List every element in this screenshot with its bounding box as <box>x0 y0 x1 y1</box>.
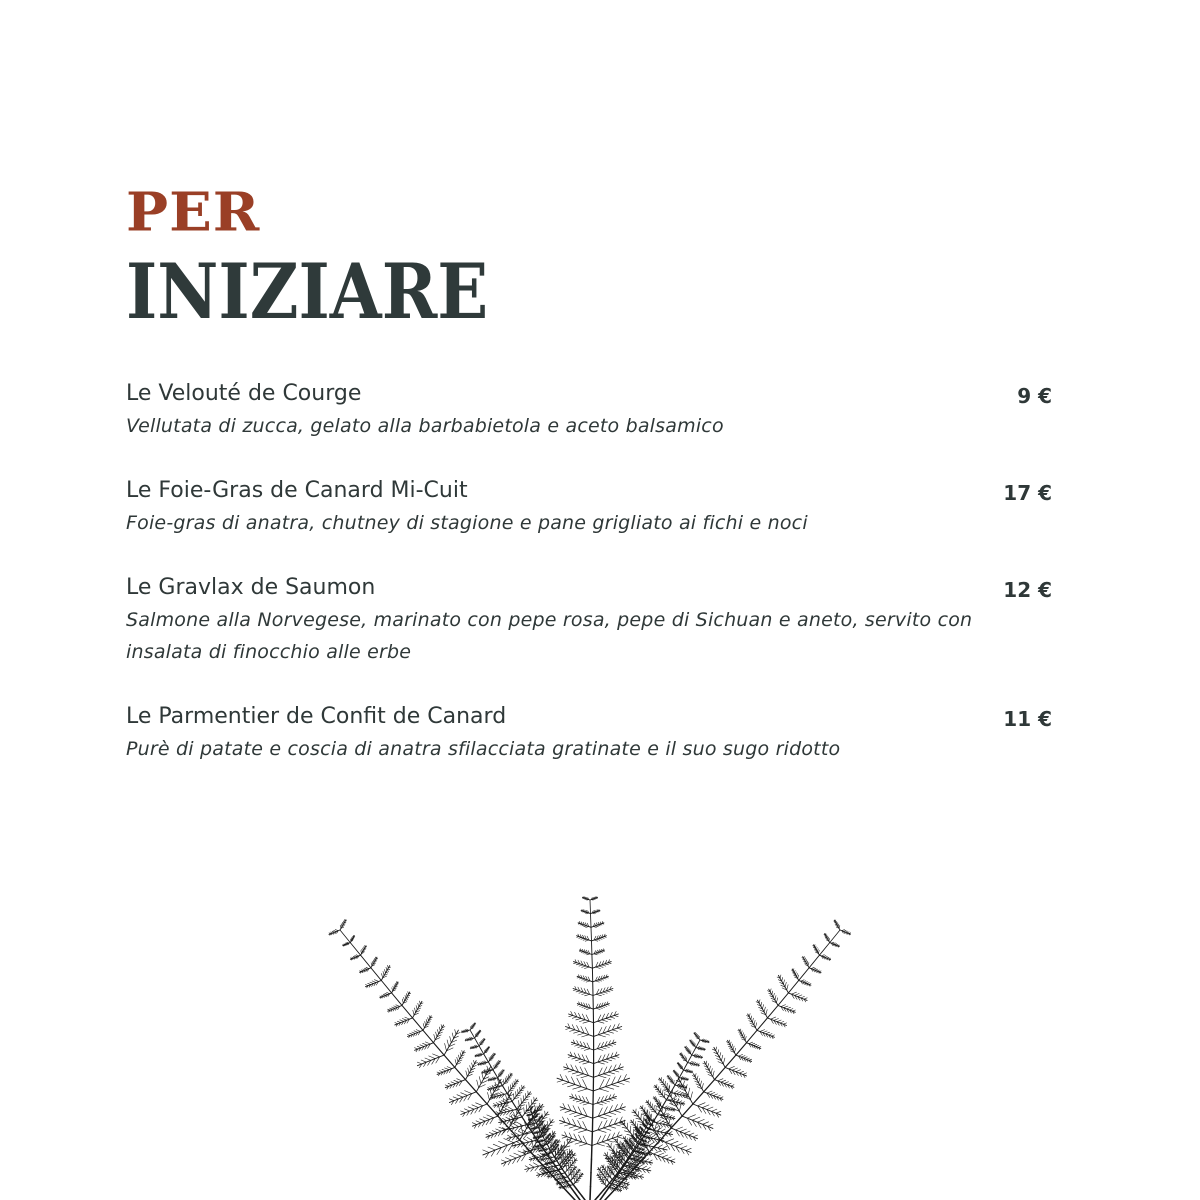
section-heading <box>126 181 538 336</box>
menu-item-description: Salmone alla Norvegese, marinato con pepe rosa, pepe di Sichuan e aneto, servito con insalata di finocchio alle erbe <box>126 609 973 663</box>
menu-item-price: 9 € <box>1017 384 1052 408</box>
menu-item-price: 17 € <box>1003 481 1052 505</box>
menu-item <box>126 701 1052 765</box>
menu-item-description: Foie-gras di anatra, chutney di stagione e pane grigliato ai fichi e noci <box>126 512 808 534</box>
menu-item <box>126 475 1052 539</box>
menu-item-description: Vellutata di zucca, gelato alla barbabietola e aceto balsamico <box>126 415 724 437</box>
menu-item-description: Purè di patate e coscia di anatra sfilacciata gratinate e il suo sugo ridotto <box>126 738 841 760</box>
menu-item-title: Le Parmentier de Confit de Canard <box>126 704 507 729</box>
fern-plant-illustration <box>300 890 870 1200</box>
menu-item <box>126 572 1052 668</box>
menu-item-title: Le Gravlax de Saumon <box>126 575 376 600</box>
heading-line-iniziare: INIZIARE <box>126 247 489 336</box>
menu-item-title: Le Foie-Gras de Canard Mi-Cuit <box>126 478 468 503</box>
menu-item-price: 12 € <box>1003 578 1052 602</box>
heading-line-per: PER <box>126 181 261 244</box>
menu-items-list <box>126 378 1052 798</box>
menu-item-price: 11 € <box>1003 707 1052 731</box>
menu-item <box>126 378 1052 442</box>
menu-item-title: Le Velouté de Courge <box>126 381 362 406</box>
